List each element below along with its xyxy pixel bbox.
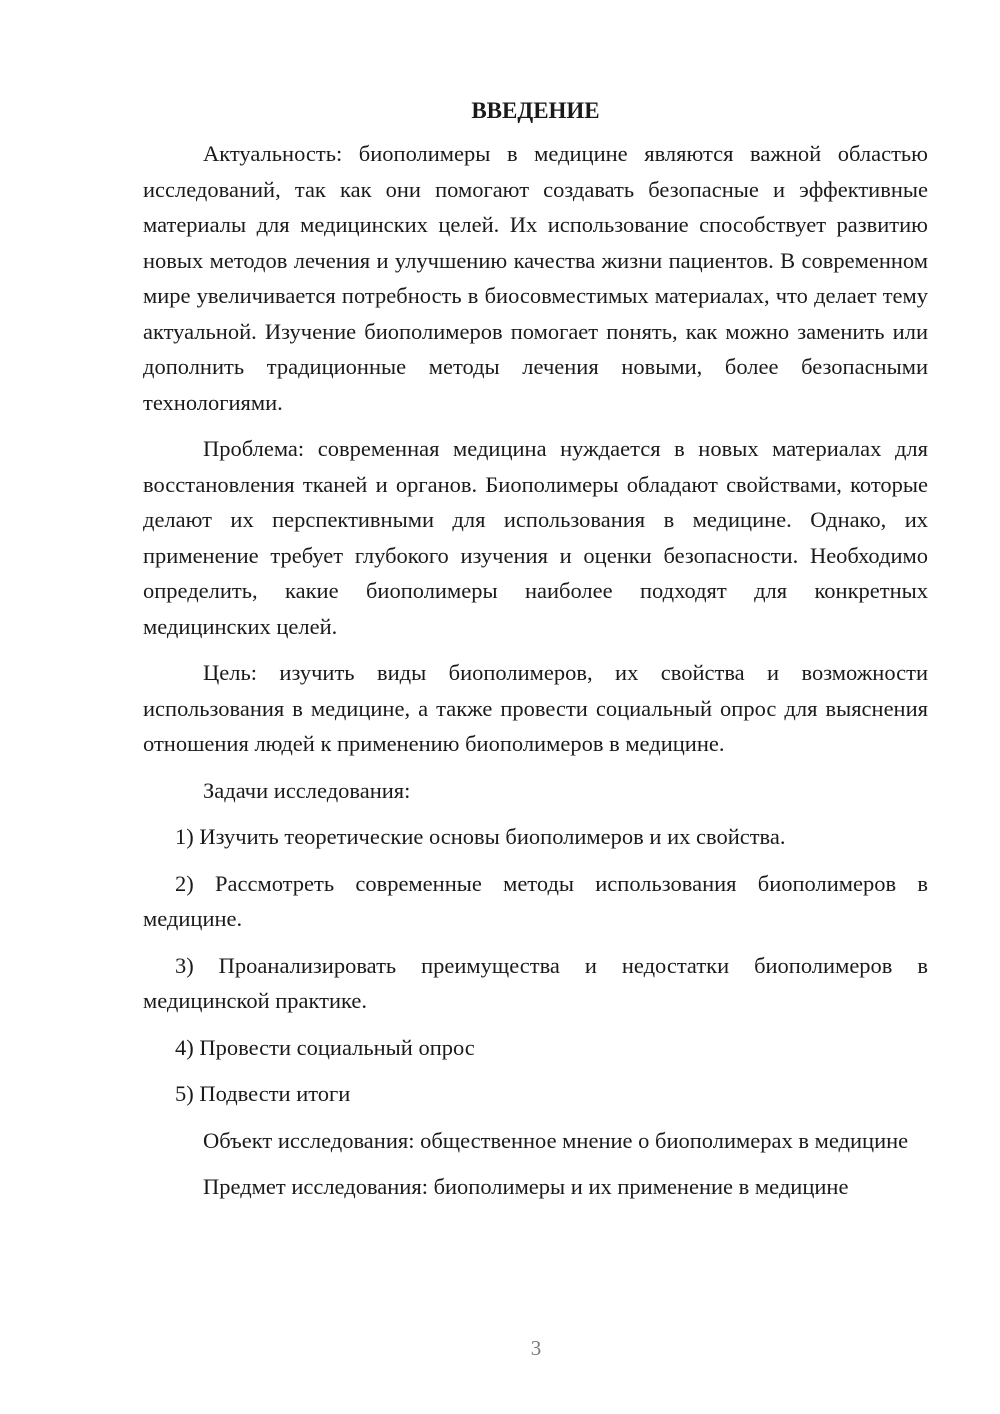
research-subject-paragraph: Предмет исследования: биополимеры и их применение в медицине	[203, 1174, 849, 1199]
page-number: 3	[530, 1336, 542, 1360]
section-title: ВВЕДЕНИЕ	[471, 98, 600, 123]
task-item-1: 1) Изучить теоретические основы биополимеров и их свойства.	[175, 824, 786, 849]
task-item-3: 3) Проанализировать преимущества и недостатки биополимеров в медицинской практике.	[143, 952, 928, 1013]
task-item-4: 4) Провести социальный опрос	[175, 1034, 475, 1060]
relevance-paragraph: Актуальность: биополимеры в медицине являются важной областью исследований, так как они помогают создавать безопасные и эффективные материалы для медицинских целей. Их использование способствует развитию новых методов лечения и улучшению качества жизни пациентов. В современном мире увеличивается потребность в биосовместимых материалах, что делает тему актуальной. Изучение биополимеров помогает понять, как можно заменить или дополнить традиционные методы лечения новыми, более безопасными технологиями.	[143, 141, 928, 415]
goal-paragraph: Цель: изучить виды биополимеров, их свойства и возможности использования в медицине, а также провести социальный опрос для выяснения отношения людей к применению биополимеров в медицине.	[143, 660, 928, 756]
tasks-heading: Задачи исследования:	[203, 777, 411, 803]
task-item-5: 5) Подвести итоги	[175, 1081, 351, 1106]
problem-paragraph: Проблема: современная медицина нуждается в новых материалах для восстановления тканей и органов. Биополимеры обладают свойствами, которые делают их перспективными для использования в медицине. Однако, их применение требует глубокого изучения и оценки безопасности. Необходимо определить, какие биополимеры наиболее подходят для конкретных медицинских целей.	[143, 436, 928, 639]
task-item-2: 2) Рассмотреть современные методы использования биополимеров в медицине.	[143, 870, 928, 931]
page-content	[143, 96, 928, 1216]
research-object-paragraph: Объект исследования: общественное мнение о биополимерах в медицине	[203, 1127, 909, 1153]
